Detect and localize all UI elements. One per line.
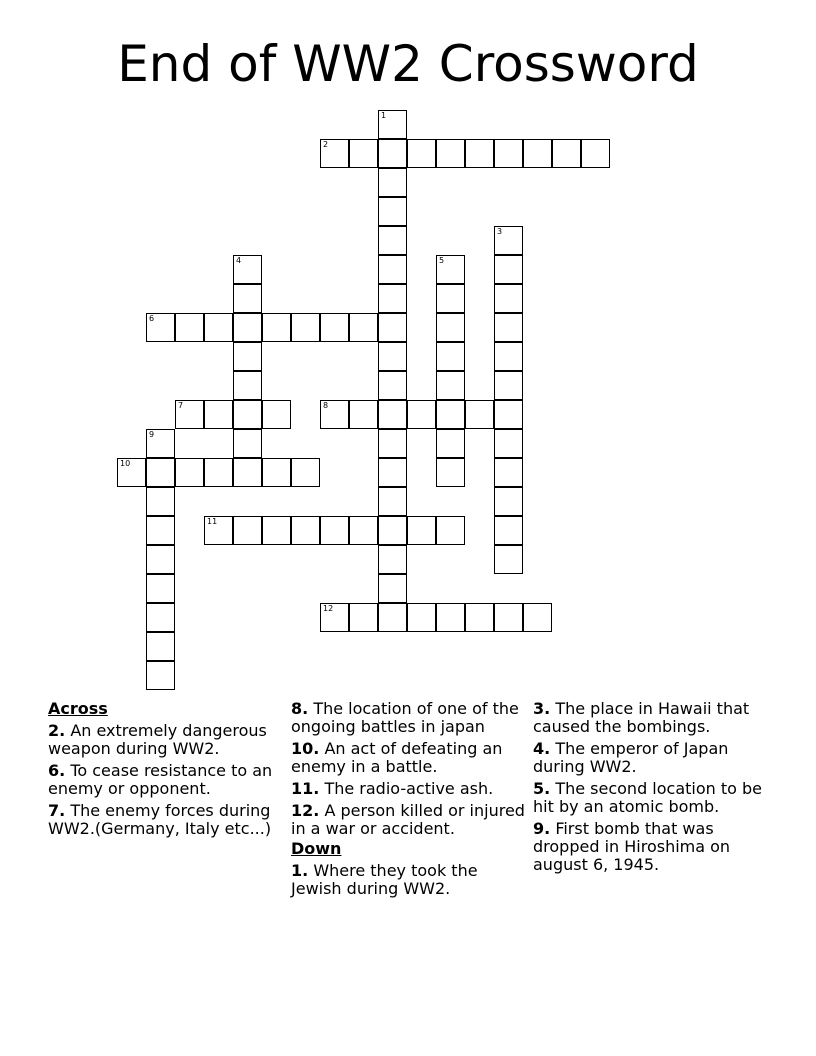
- grid-cell[interactable]: [146, 313, 175, 342]
- grid-cell[interactable]: [204, 458, 233, 487]
- grid-cell[interactable]: [378, 574, 407, 603]
- clue-item: [48, 762, 283, 798]
- clue-item-text: The location of one of the ongoing battles in japan: [291, 699, 519, 736]
- grid-cell[interactable]: [262, 458, 291, 487]
- grid-cell[interactable]: [378, 603, 407, 632]
- grid-cell[interactable]: [117, 458, 146, 487]
- grid-cell[interactable]: [291, 458, 320, 487]
- clue-item-text: A person killed or injured in a war or accident.: [291, 801, 525, 838]
- grid-cell[interactable]: [233, 400, 262, 429]
- grid-cell[interactable]: [494, 458, 523, 487]
- grid-cell[interactable]: [320, 400, 349, 429]
- grid-cell[interactable]: [175, 313, 204, 342]
- grid-cell[interactable]: [378, 197, 407, 226]
- clues-column-2: [291, 700, 526, 902]
- grid-cell[interactable]: [146, 458, 175, 487]
- grid-cell[interactable]: [320, 603, 349, 632]
- grid-cell[interactable]: [436, 313, 465, 342]
- grid-cell[interactable]: [146, 603, 175, 632]
- grid-cell[interactable]: [378, 400, 407, 429]
- grid-cell[interactable]: [175, 400, 204, 429]
- clue-item-number: 9.: [533, 819, 551, 838]
- grid-cell[interactable]: [291, 313, 320, 342]
- grid-cell[interactable]: [320, 516, 349, 545]
- clue-number: 9: [149, 430, 155, 439]
- grid-cell[interactable]: [262, 516, 291, 545]
- clue-item-text: An act of defeating an enemy in a battle.: [291, 739, 503, 776]
- grid-cell[interactable]: [378, 545, 407, 574]
- grid-cell[interactable]: [494, 487, 523, 516]
- grid-cell[interactable]: [146, 487, 175, 516]
- grid-cell[interactable]: [378, 313, 407, 342]
- grid-cell[interactable]: [233, 313, 262, 342]
- clue-item: [291, 740, 526, 776]
- grid-cell[interactable]: [233, 429, 262, 458]
- clue-number: 7: [178, 401, 184, 410]
- grid-cell[interactable]: [407, 516, 436, 545]
- grid-cell[interactable]: [204, 516, 233, 545]
- grid-cell[interactable]: [494, 400, 523, 429]
- grid-cell[interactable]: [233, 516, 262, 545]
- grid-cell[interactable]: [436, 400, 465, 429]
- clue-item-number: 5.: [533, 779, 551, 798]
- grid-cell[interactable]: [320, 139, 349, 168]
- clue-item: [533, 780, 768, 816]
- grid-cell[interactable]: [378, 371, 407, 400]
- across-heading: Across: [48, 699, 108, 718]
- clue-number: 5: [439, 256, 445, 265]
- grid-cell[interactable]: [436, 603, 465, 632]
- clue-number: 2: [323, 140, 329, 149]
- clue-item: [291, 862, 526, 898]
- grid-cell[interactable]: [436, 139, 465, 168]
- grid-cell[interactable]: [436, 284, 465, 313]
- grid-cell[interactable]: [494, 226, 523, 255]
- grid-cell[interactable]: [204, 400, 233, 429]
- clue-item-number: 3.: [533, 699, 551, 718]
- grid-cell[interactable]: [349, 139, 378, 168]
- clue-item: [48, 722, 283, 758]
- grid-cell[interactable]: [581, 139, 610, 168]
- grid-cell[interactable]: [378, 168, 407, 197]
- grid-cell[interactable]: [436, 342, 465, 371]
- grid-cell[interactable]: [465, 603, 494, 632]
- clue-item: [533, 700, 768, 736]
- down-clue-list-continued: [533, 700, 768, 874]
- grid-cell[interactable]: [494, 603, 523, 632]
- clue-item-number: 11.: [291, 779, 320, 798]
- clue-item: [291, 700, 526, 736]
- grid-cell[interactable]: [146, 429, 175, 458]
- grid-cell[interactable]: [146, 661, 175, 690]
- grid-cell[interactable]: [233, 458, 262, 487]
- clue-item-text: To cease resistance to an enemy or opponent.: [48, 761, 273, 798]
- clue-number: 8: [323, 401, 329, 410]
- clue-item: [533, 740, 768, 776]
- clue-item-text: First bomb that was dropped in Hiroshima on august 6, 1945.: [533, 819, 731, 874]
- grid-cell[interactable]: [407, 400, 436, 429]
- clue-item: [291, 802, 526, 838]
- clue-number: 3: [497, 227, 503, 236]
- grid-cell[interactable]: [407, 603, 436, 632]
- grid-cell[interactable]: [320, 313, 349, 342]
- grid-cell[interactable]: [233, 255, 262, 284]
- clue-number: 12: [323, 604, 334, 613]
- grid-cell[interactable]: [494, 313, 523, 342]
- grid-cell[interactable]: [494, 139, 523, 168]
- grid-cell[interactable]: [378, 429, 407, 458]
- grid-cell[interactable]: [378, 342, 407, 371]
- down-heading: Down: [291, 839, 342, 858]
- clues-column-3: [533, 700, 768, 878]
- grid-cell[interactable]: [378, 487, 407, 516]
- clue-item-number: 1.: [291, 861, 309, 880]
- down-clue-list: [291, 862, 526, 898]
- clue-item-number: 12.: [291, 801, 320, 820]
- grid-cell[interactable]: [146, 632, 175, 661]
- grid-cell[interactable]: [349, 400, 378, 429]
- grid-cell[interactable]: [233, 284, 262, 313]
- grid-cell[interactable]: [407, 139, 436, 168]
- clue-item-number: 8.: [291, 699, 309, 718]
- grid-cell[interactable]: [523, 139, 552, 168]
- grid-cell[interactable]: [465, 139, 494, 168]
- clue-item-number: 6.: [48, 761, 66, 780]
- grid-cell[interactable]: [146, 516, 175, 545]
- grid-cell[interactable]: [233, 371, 262, 400]
- clue-item-number: 7.: [48, 801, 66, 820]
- grid-cell[interactable]: [204, 313, 233, 342]
- grid-cell[interactable]: [262, 400, 291, 429]
- clue-item-text: Where they took the Jewish during WW2.: [291, 861, 478, 898]
- grid-cell[interactable]: [436, 371, 465, 400]
- grid-cell[interactable]: [349, 313, 378, 342]
- grid-cell[interactable]: [436, 255, 465, 284]
- grid-cell[interactable]: [494, 429, 523, 458]
- grid-cell[interactable]: [378, 110, 407, 139]
- grid-cell[interactable]: [175, 458, 204, 487]
- grid-cell[interactable]: [494, 371, 523, 400]
- grid-cell[interactable]: [378, 516, 407, 545]
- page-title: End of WW2 Crossword: [117, 35, 699, 93]
- grid-cell[interactable]: [146, 574, 175, 603]
- clue-item-text: The emperor of Japan during WW2.: [533, 739, 729, 776]
- grid-cell[interactable]: [436, 458, 465, 487]
- clues-column-1: [48, 700, 283, 842]
- grid-cell[interactable]: [378, 458, 407, 487]
- clue-item-number: 10.: [291, 739, 320, 758]
- grid-cell[interactable]: [233, 342, 262, 371]
- grid-cell[interactable]: [494, 516, 523, 545]
- grid-cell[interactable]: [349, 516, 378, 545]
- grid-cell[interactable]: [146, 545, 175, 574]
- grid-cell[interactable]: [436, 429, 465, 458]
- clue-item-text: The second location to be hit by an atomic bomb.: [533, 779, 763, 816]
- across-clue-list: [48, 722, 283, 838]
- grid-cell[interactable]: [494, 342, 523, 371]
- grid-cell[interactable]: [436, 516, 465, 545]
- grid-cell[interactable]: [291, 516, 320, 545]
- grid-cell[interactable]: [378, 226, 407, 255]
- clue-number: 10: [120, 459, 131, 468]
- clue-item: [291, 780, 526, 798]
- clue-item-number: 4.: [533, 739, 551, 758]
- grid-cell[interactable]: [494, 284, 523, 313]
- grid-cell[interactable]: [378, 255, 407, 284]
- grid-cell[interactable]: [494, 255, 523, 284]
- grid-cell[interactable]: [378, 139, 407, 168]
- clue-item-text: The radio-active ash.: [324, 779, 494, 798]
- clue-number: 4: [236, 256, 242, 265]
- clue-item-number: 2.: [48, 721, 66, 740]
- grid-cell[interactable]: [349, 603, 378, 632]
- across-clue-list-continued: [291, 700, 526, 838]
- clue-item-text: An extremely dangerous weapon during WW2.: [48, 721, 267, 758]
- clue-number: 11: [207, 517, 218, 526]
- grid-cell[interactable]: [523, 603, 552, 632]
- clue-item: [533, 820, 768, 874]
- grid-cell[interactable]: [262, 313, 291, 342]
- clue-item: [48, 802, 283, 838]
- grid-cell[interactable]: [378, 284, 407, 313]
- grid-cell[interactable]: [494, 545, 523, 574]
- grid-cell[interactable]: [552, 139, 581, 168]
- clue-item-text: The place in Hawaii that caused the bombings.: [533, 699, 750, 736]
- clue-number: 1: [381, 111, 387, 120]
- clue-item-text: The enemy forces during WW2.(Germany, Italy etc...): [48, 801, 272, 838]
- grid-cell[interactable]: [465, 400, 494, 429]
- clue-number: 6: [149, 314, 155, 323]
